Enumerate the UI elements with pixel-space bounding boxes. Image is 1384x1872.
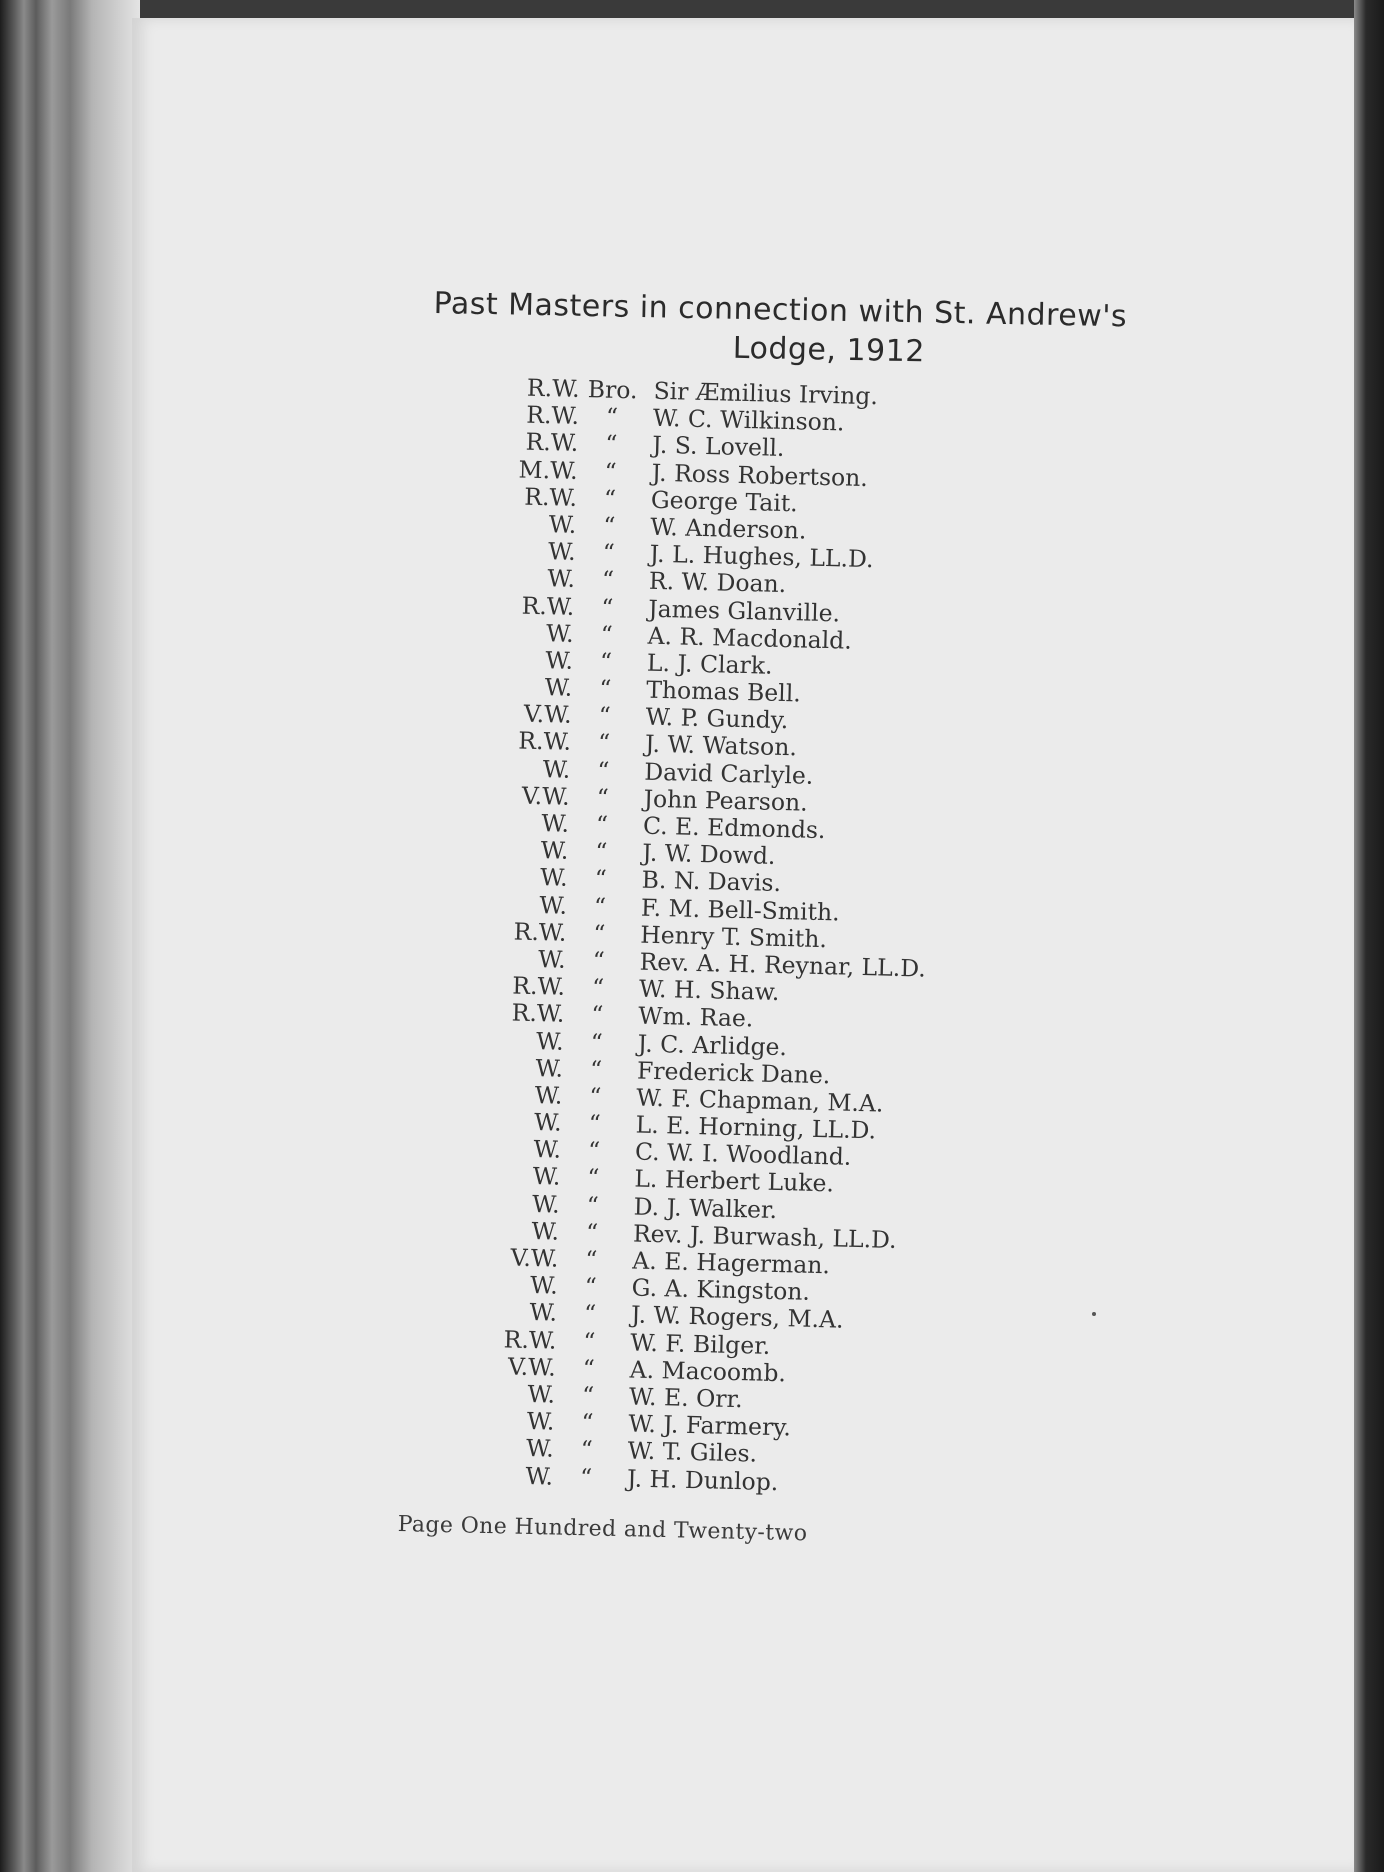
entry-rank: R.W. (526, 373, 581, 403)
entry-name: L. J. Clark. (646, 648, 773, 680)
entry-name: Sir Æmilius Irving. (653, 376, 879, 411)
entry-bro: “ (589, 1055, 603, 1084)
entry-rank: R.W. (523, 482, 578, 512)
entry-name: J. W. Watson. (644, 730, 798, 762)
entry-name: G. A. Kingston. (631, 1273, 811, 1307)
title-line-2: Lodge, 1912 (732, 330, 926, 370)
entry-bro: “ (579, 1462, 593, 1492)
entry-name: A. R. Macdonald. (647, 621, 853, 655)
entry-rank: W. (548, 510, 577, 539)
entry-bro: “ (582, 1354, 596, 1383)
entry-bro: “ (586, 1190, 600, 1220)
entry-rank: R.W. (503, 1324, 557, 1355)
entry-name: W. J. Farmery. (628, 1409, 792, 1442)
entry-name: John Pearson. (643, 784, 808, 817)
entry-rank: R.W. (525, 428, 579, 458)
entry-name: J. Ross Robertson. (651, 458, 869, 492)
entry-rank: R.W. (513, 917, 567, 947)
entry-bro: “ (598, 674, 612, 703)
entry-rank: W. (531, 1216, 560, 1246)
entry-name: J. C. Arlidge. (637, 1029, 788, 1061)
entry-name: Rev. J. Burwash, LL.D. (632, 1219, 897, 1254)
entry-bro: “ (584, 1272, 598, 1301)
entry-rank: R.W. (511, 998, 565, 1029)
entry-bro: “ (604, 429, 618, 459)
entry-bro: Bro. (587, 375, 638, 405)
entry-name: F. M. Bell-Smith. (640, 893, 840, 927)
entry-name: W. P. Gundy. (645, 702, 789, 735)
entry-rank: W. (535, 1053, 564, 1083)
entry-bro: “ (590, 1027, 604, 1057)
entry-bro: “ (595, 810, 609, 839)
entry-name: Thomas Bell. (645, 675, 802, 708)
entry-rank: W. (547, 537, 577, 567)
entry-name: Wm. Rae. (638, 1001, 754, 1033)
entry-rank: W. (529, 1271, 559, 1300)
entry-rank: R.W. (512, 971, 566, 1001)
entry-rank: V.W. (510, 1243, 559, 1273)
entry-rank: W. (525, 1434, 555, 1463)
entry-rank: W. (540, 836, 569, 865)
entry-bro: “ (592, 946, 606, 975)
entry-rank: W. (545, 618, 575, 648)
entry-name: D. J. Walker. (633, 1192, 778, 1224)
entry-name: David Carlyle. (643, 757, 814, 790)
entry-name: J. H. Dunlop. (626, 1463, 779, 1496)
entry-bro: “ (597, 728, 611, 758)
entry-rank: R.W. (525, 400, 580, 431)
entry-name: W. F. Bilger. (630, 1328, 771, 1360)
entry-name: W. F. Chapman, M.A. (636, 1083, 884, 1118)
entry-bro: “ (602, 538, 616, 567)
entry-name: W. E. Orr. (628, 1382, 744, 1414)
entry-name: Frederick Dane. (636, 1056, 831, 1089)
entry-bro: “ (599, 647, 613, 676)
entry-bro: “ (591, 1000, 604, 1030)
entry-rank: V.W. (523, 699, 573, 730)
entry-rank: R.W. (518, 726, 572, 757)
entry-rank: W. (539, 863, 569, 893)
entry-rank: R.W. (521, 591, 575, 621)
entry-bro: “ (594, 864, 608, 894)
entry-name: B. N. Davis. (641, 865, 782, 898)
entry-name: W. H. Shaw. (638, 974, 780, 1007)
entry-name: L. E. Horning, LL.D. (635, 1110, 877, 1145)
entry-bro: “ (605, 402, 619, 432)
entry-name: James Glanville. (647, 594, 841, 627)
entry-rank: W. (527, 1379, 556, 1409)
scan-right-edge (1354, 0, 1384, 1872)
entry-bro: “ (585, 1218, 599, 1247)
entry-name: W. T. Giles. (627, 1436, 758, 1468)
entry-bro: “ (589, 1082, 602, 1111)
book-binding (0, 0, 140, 1872)
entry-bro: “ (593, 919, 606, 948)
entry-name: J. S. Lovell. (651, 431, 785, 463)
entry-bro: “ (596, 783, 610, 812)
entry-name: J. L. Hughes, LL.D. (649, 539, 874, 574)
entry-bro: “ (587, 1136, 601, 1165)
entry-bro: “ (603, 484, 617, 513)
entry-rank: W. (545, 646, 574, 675)
entry-name: A. Macoomb. (629, 1355, 787, 1388)
past-masters-list (473, 374, 1060, 1502)
entry-bro: “ (593, 892, 607, 921)
entry-rank: W. (539, 890, 568, 920)
entry-rank: W. (533, 1108, 563, 1137)
entry-rank: W. (525, 1461, 554, 1491)
entry-name: W. C. Wilkinson. (652, 403, 845, 437)
entry-name: R. W. Doan. (648, 567, 787, 599)
title-line-1: Past Masters in connection with St. Andrew's (433, 286, 1128, 335)
entry-rank: W. (535, 1026, 565, 1056)
entry-bro: “ (595, 837, 608, 866)
entry-rank: W. (532, 1162, 561, 1192)
entry-rank: W. (534, 1080, 563, 1110)
entry-rank: W. (544, 673, 573, 702)
entry-name: J. W. Rogers, M.A. (630, 1300, 844, 1335)
entry-bro: “ (598, 701, 612, 731)
entry-bro: “ (601, 565, 615, 595)
entry-bro: “ (588, 1109, 602, 1138)
entry-bro: “ (583, 1326, 596, 1356)
entry-name: George Tait. (650, 485, 799, 518)
entry-name: Rev. A. H. Reynar, LL.D. (639, 947, 927, 983)
entry-rank: W. (547, 564, 576, 594)
entry-rank: W. (529, 1298, 558, 1328)
entry-bro: “ (587, 1163, 600, 1193)
page-footer: Page One Hundred and Twenty-two (397, 1512, 808, 1547)
entry-bro: “ (580, 1435, 594, 1464)
entry-bro: “ (600, 593, 614, 622)
ink-speck (1092, 1312, 1096, 1316)
entry-bro: “ (581, 1381, 595, 1410)
entry-name: C. W. I. Woodland. (634, 1137, 852, 1172)
scan-top-edge (0, 0, 1384, 18)
entry-name: W. Anderson. (649, 512, 807, 545)
entry-bro: “ (600, 620, 614, 649)
entry-bro: “ (583, 1299, 597, 1328)
entry-name: C. E. Edmonds. (642, 811, 826, 845)
entry-name: A. E. Hagerman. (632, 1246, 831, 1280)
entry-rank: W. (537, 945, 567, 974)
entry-bro: “ (585, 1245, 598, 1274)
entry-bro: “ (581, 1408, 594, 1437)
entry-rank: W. (526, 1407, 555, 1436)
entry-rank: V.W. (521, 781, 571, 811)
entry-bro: “ (591, 973, 605, 1002)
entry-rank: W. (542, 754, 571, 784)
entry-name: L. Herbert Luke. (634, 1164, 835, 1198)
entry-rank: W. (531, 1189, 561, 1219)
entry-name: Henry T. Smith. (640, 920, 828, 953)
entry-rank: M.W. (518, 455, 579, 485)
page-title (433, 286, 1234, 375)
entry-rank: W. (541, 809, 570, 838)
entry-bro: “ (596, 756, 610, 785)
entry-rank: W. (533, 1135, 562, 1164)
entry-bro: “ (604, 457, 617, 486)
entry-rank: V.W. (507, 1352, 557, 1382)
entry-name: J. W. Dowd. (642, 838, 776, 871)
entry-bro: “ (602, 511, 616, 540)
